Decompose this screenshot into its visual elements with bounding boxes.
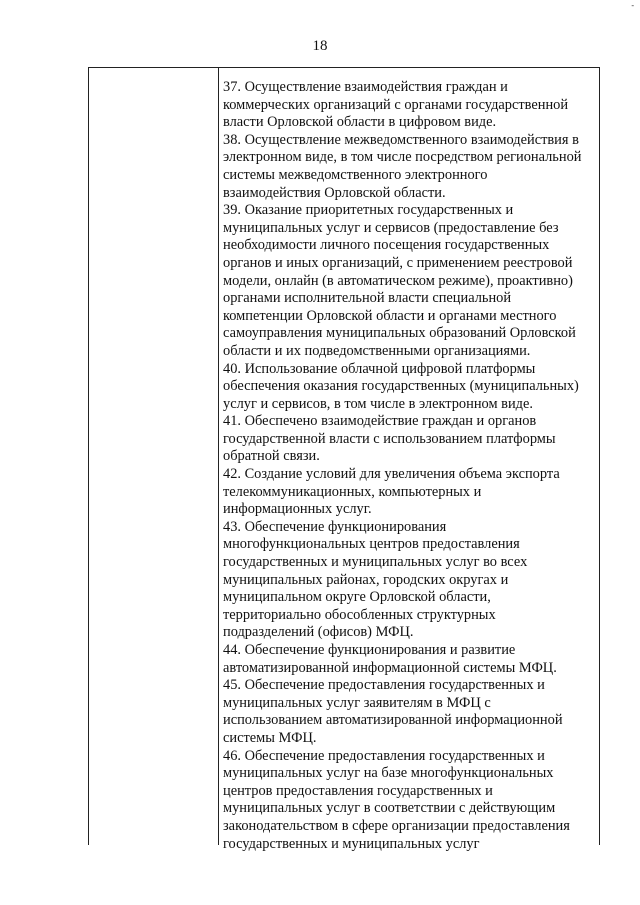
text-line: коммерческих организаций с органами государственной: [223, 96, 569, 113]
text-line: органов и иных организаций, с применением реестровой: [223, 254, 573, 271]
corner-mark: -: [631, 1, 634, 10]
text-line: 37. Осуществление взаимодействия граждан и: [223, 79, 508, 95]
text-line: 40. Использование облачной цифровой платформы: [223, 360, 536, 377]
text-line: муниципальных услуг заявителям в МФЦ с: [223, 694, 491, 711]
text-line: компетенции Орловской области и органами местного: [223, 307, 557, 324]
text-line: подразделений (офисов) МФЦ.: [223, 624, 414, 641]
text-line: необходимости личного посещения государственных: [223, 237, 550, 254]
text-line: государственных и муниципальных услуг во всех: [223, 554, 528, 571]
text-line: муниципальных районах, городских округах и: [223, 571, 509, 588]
text-line: муниципальных услуг на базе многофункциональных: [223, 765, 554, 782]
text-line: законодательством в сфере организации предоставления: [223, 817, 570, 834]
text-line: территориально обособленных структурных: [223, 606, 496, 623]
text-line: самоуправления муниципальных образований Орловской: [223, 325, 576, 342]
text-line: использованием автоматизированной информационной: [223, 712, 563, 729]
text-line: взаимодействия Орловской области.: [223, 184, 446, 201]
text-line: государственных и муниципальных услуг: [223, 835, 480, 852]
text-line: муниципальных услуг в соответствии с действующим: [223, 800, 556, 817]
text-line: 46. Обеспечение предоставления государственных и: [223, 747, 545, 764]
text-line: 44. Обеспечение функционирования и развитие: [223, 642, 516, 658]
text-line: автоматизированной информационной системы МФЦ.: [223, 659, 557, 676]
table-cell-text: [223, 79, 603, 853]
page-number: 18: [312, 38, 328, 54]
text-line: телекоммуникационных, компьютерных и: [223, 483, 482, 500]
text-line: органами исполнительной власти специальной: [223, 290, 512, 307]
text-line: государственной власти с использованием платформы: [223, 430, 556, 447]
text-line: муниципальных услуг и сервисов (предоставление без: [223, 219, 559, 236]
text-line: информационных услуг.: [223, 501, 372, 518]
text-line: 43. Обеспечение функционирования: [223, 518, 447, 535]
text-line: обратной связи.: [223, 448, 320, 465]
text-line: многофункциональных центров предоставления: [223, 536, 520, 553]
text-line: электронном виде, в том числе посредством региональной: [223, 149, 582, 166]
text-line: центров предоставления государственных и: [223, 782, 493, 799]
text-line: услуг и сервисов, в том числе в электронном виде.: [223, 395, 533, 412]
text-line: модели, онлайн (в автоматическом режиме), проактивно): [223, 272, 573, 289]
text-line: 45. Обеспечение предоставления государственных и: [223, 677, 545, 694]
text-line: власти Орловской области в цифровом виде.: [223, 114, 497, 131]
text-line: системы МФЦ.: [223, 729, 317, 746]
document-table: [88, 67, 600, 852]
text-line: обеспечения оказания государственных (муниципальных): [223, 378, 579, 395]
text-line: 38. Осуществление межведомственного взаимодействия в: [223, 131, 579, 148]
text-line: 41. Обеспечено взаимодействие граждан и органов: [223, 413, 537, 430]
text-line: области и их подведомственными организациями.: [223, 342, 531, 359]
text-line: системы межведомственного электронного: [223, 166, 488, 183]
text-line: 42. Создание условий для увеличения объема экспорта: [223, 466, 560, 483]
column-divider: [218, 68, 219, 845]
text-line: муниципальном округе Орловской области,: [223, 589, 491, 606]
text-line: 39. Оказание приоритетных государственных и: [223, 202, 514, 219]
